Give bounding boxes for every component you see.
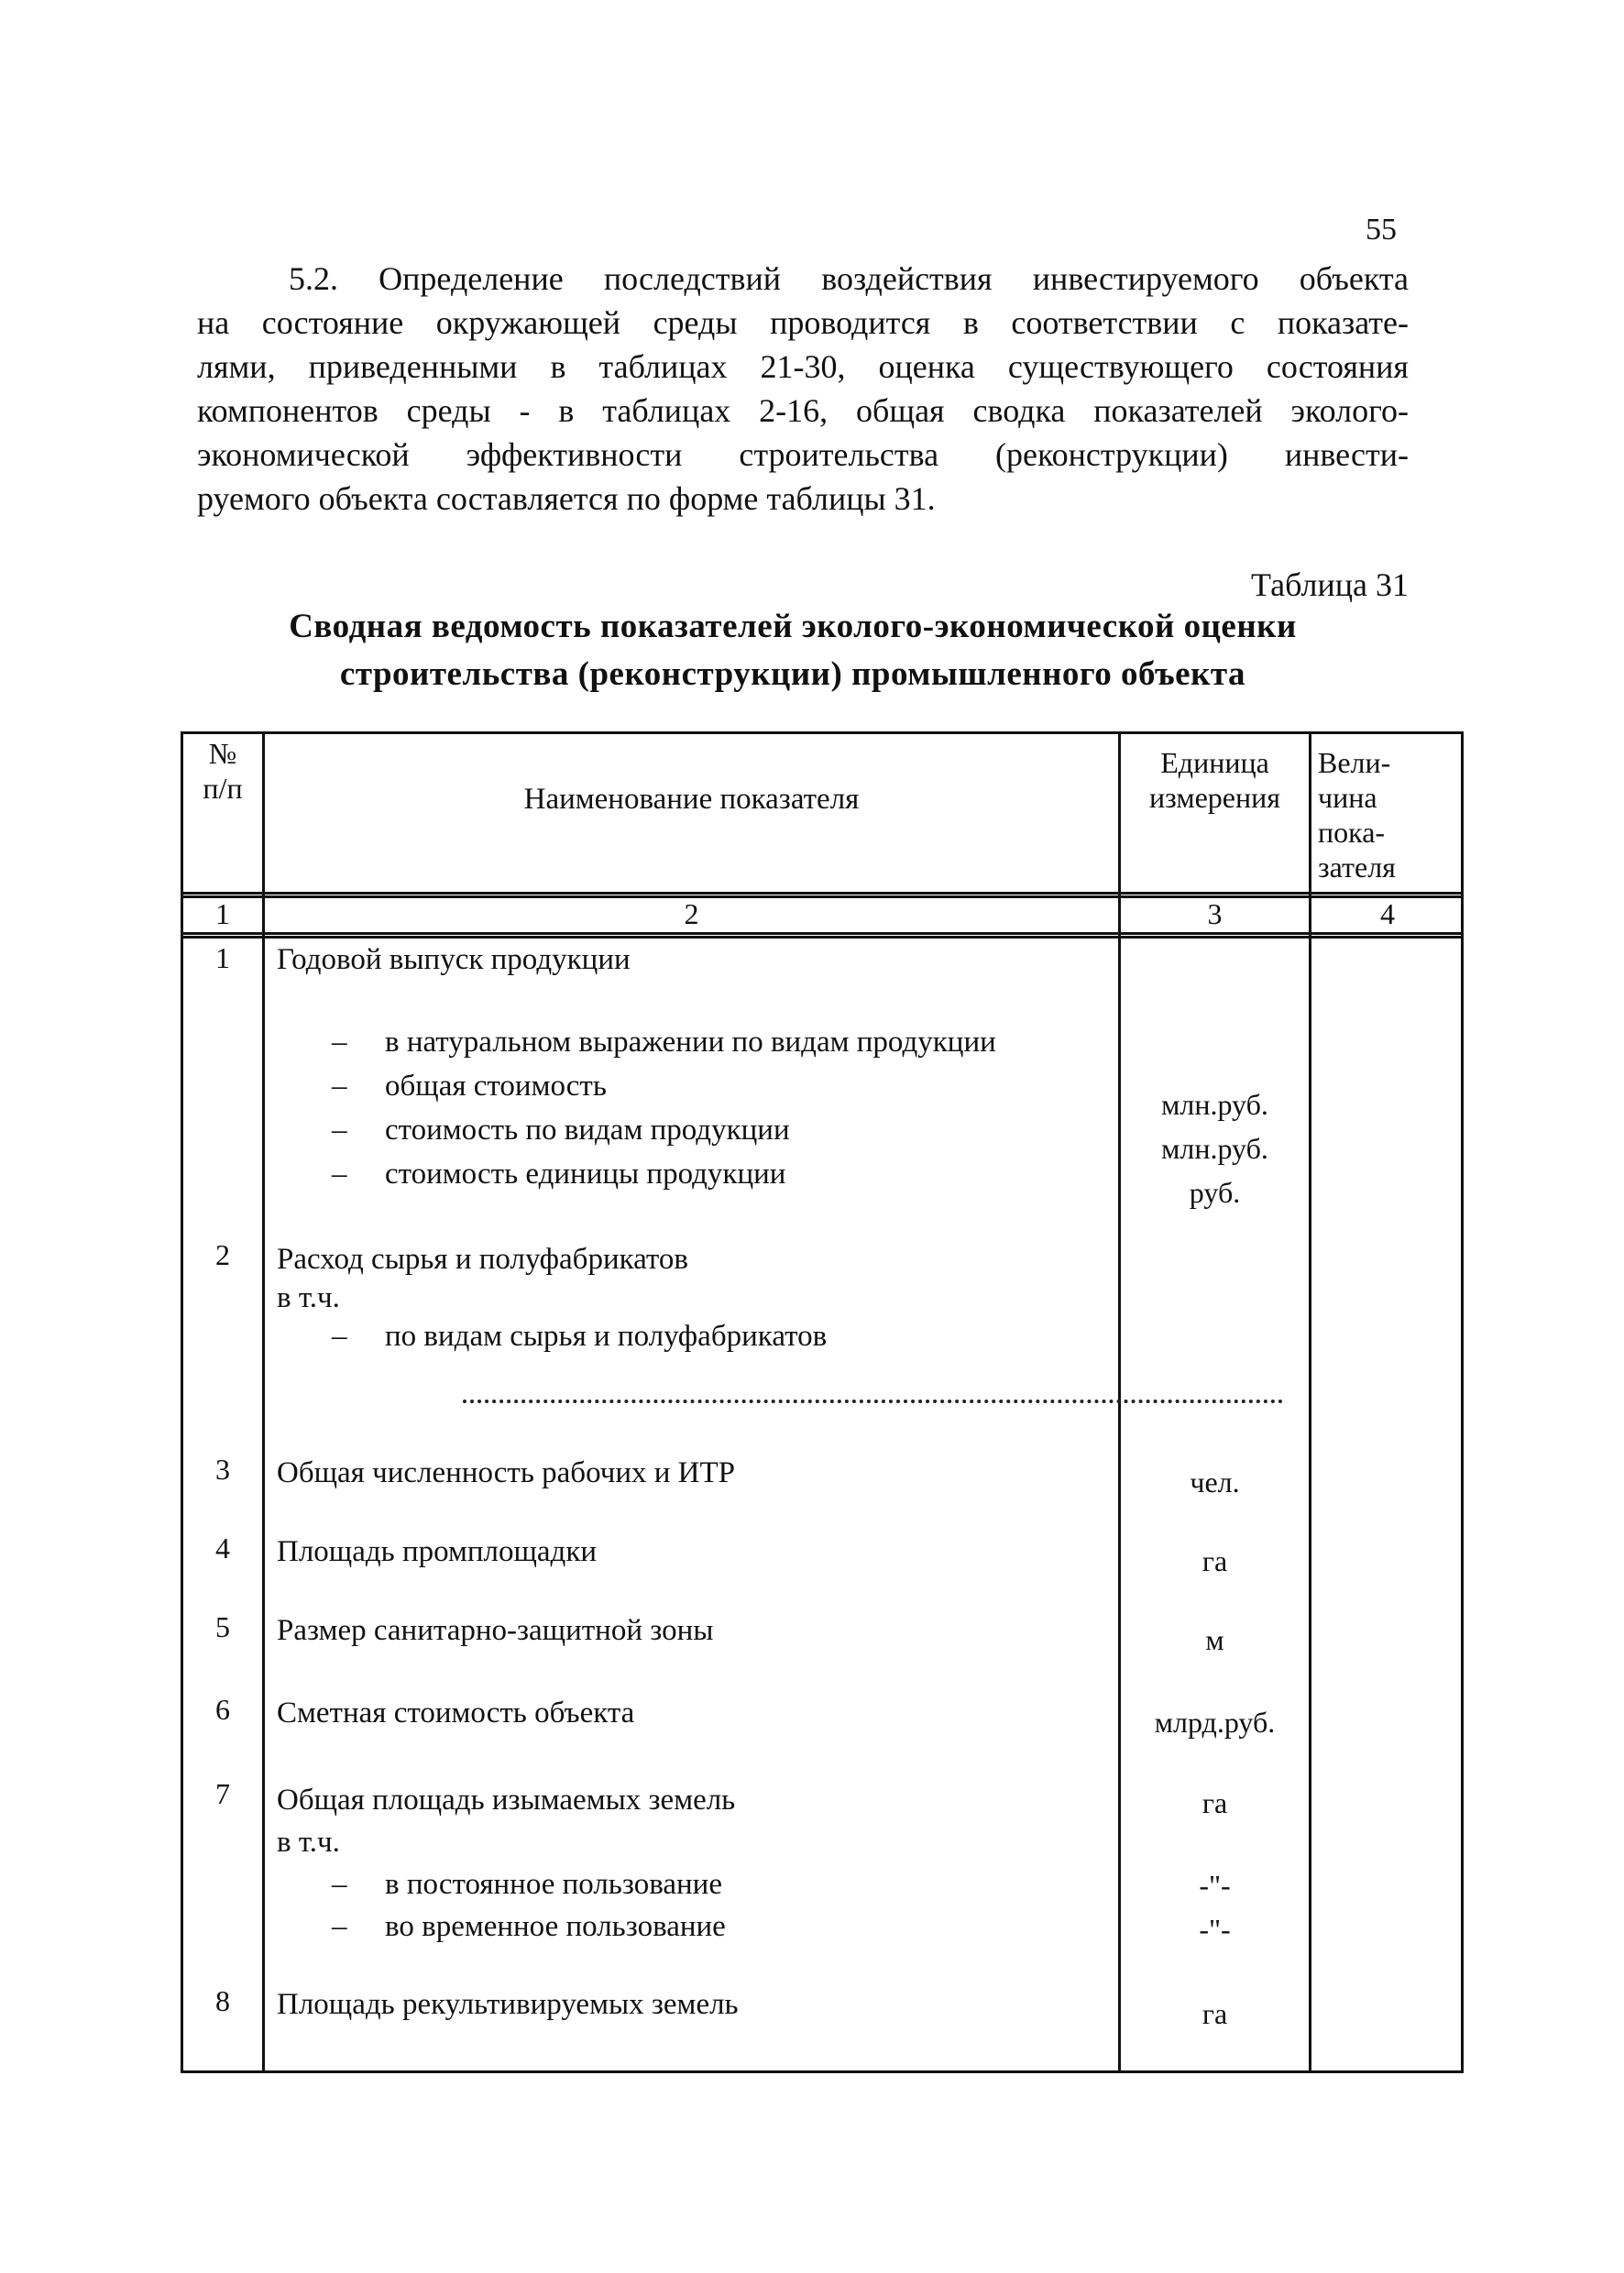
row-title: Сметная стоимость объекта	[277, 1697, 635, 1729]
row-title: Годовой выпуск продукции	[277, 943, 631, 976]
column-number: 2	[684, 897, 699, 930]
row-unit: га	[1202, 1997, 1228, 2030]
column-number: 1	[215, 897, 230, 930]
intro-paragraph	[197, 257, 1409, 521]
paragraph-line: экономической эффективности строительства (реконструкции) инвести-	[197, 436, 1409, 473]
paragraph-line: 5.2. Определение последствий воздействия инвестируемого объекта	[289, 260, 1409, 297]
row-unit: га	[1202, 1786, 1228, 1819]
row-items: – в натуральном выражении по видам продукции – общая стоимость – стоимость по видам продукции – стоимость единицы продукции	[332, 1026, 996, 1191]
row-unit: м	[1205, 1623, 1224, 1656]
paragraph-line: лями, приведенными в таблицах 21-30, оценка существующего состояния	[197, 348, 1409, 385]
row-unit: млрд.руб.	[1154, 1706, 1276, 1739]
column-number: 3	[1207, 897, 1223, 930]
header-number: № п/п	[203, 737, 243, 805]
column-number: 4	[1380, 897, 1395, 930]
row-number: 2	[215, 1238, 230, 1271]
table-label: Таблица 31	[1251, 566, 1409, 603]
summary-table	[181, 731, 1464, 2073]
row-title: Расход сырья и полуфабрикатов в т.ч. – по видам сырья и полуфабрикатов	[277, 1243, 828, 1353]
row-number: 6	[215, 1693, 230, 1726]
row-title: Площадь рекультивируемых земель	[277, 1988, 739, 2021]
row-title: Общая численность рабочих и ИТР	[277, 1456, 735, 1489]
row-number: 5	[215, 1610, 230, 1643]
row-units: млн.руб. млн.руб. руб.	[1161, 1088, 1268, 1209]
paragraph-line: на состояние окружающей среды проводится в соответствии с показате-	[197, 304, 1409, 341]
row-unit: га	[1202, 1544, 1228, 1577]
row-title: Размер санитарно-защитной зоны	[277, 1614, 714, 1647]
table-title-line: строительства (реконструкции) промышленного объекта	[339, 655, 1246, 693]
table-title	[229, 603, 1356, 698]
paragraph-line: руемого объекта составляется по форме таблицы 31.	[197, 480, 936, 517]
header-indicator-name: Наименование показателя	[523, 783, 860, 816]
table-title-line: Сводная ведомость показателей эколого-экономической оценки	[289, 608, 1297, 645]
page-number: 55	[1366, 213, 1397, 247]
row-number: 1	[215, 941, 230, 974]
dotted-separator	[463, 1400, 1283, 1409]
row-ditto: -"- -"-	[1199, 1869, 1231, 1946]
header-unit: Единица измерения	[1149, 746, 1280, 814]
row-number: 3	[215, 1453, 230, 1486]
paragraph-line: компонентов среды - в таблицах 2-16, общая сводка показателей эколого-	[197, 392, 1409, 429]
row-number: 8	[215, 1984, 230, 2017]
row-unit: чел.	[1190, 1466, 1240, 1499]
row-title: Общая площадь изымаемых земель в т.ч. – в постоянное пользование – во временное пользование	[277, 1784, 736, 1943]
row-number: 4	[215, 1532, 230, 1565]
row-number: 7	[215, 1777, 230, 1810]
row-title: Площадь промплощадки	[277, 1535, 598, 1568]
header-value: Вели- чина пока- зателя	[1318, 746, 1396, 884]
